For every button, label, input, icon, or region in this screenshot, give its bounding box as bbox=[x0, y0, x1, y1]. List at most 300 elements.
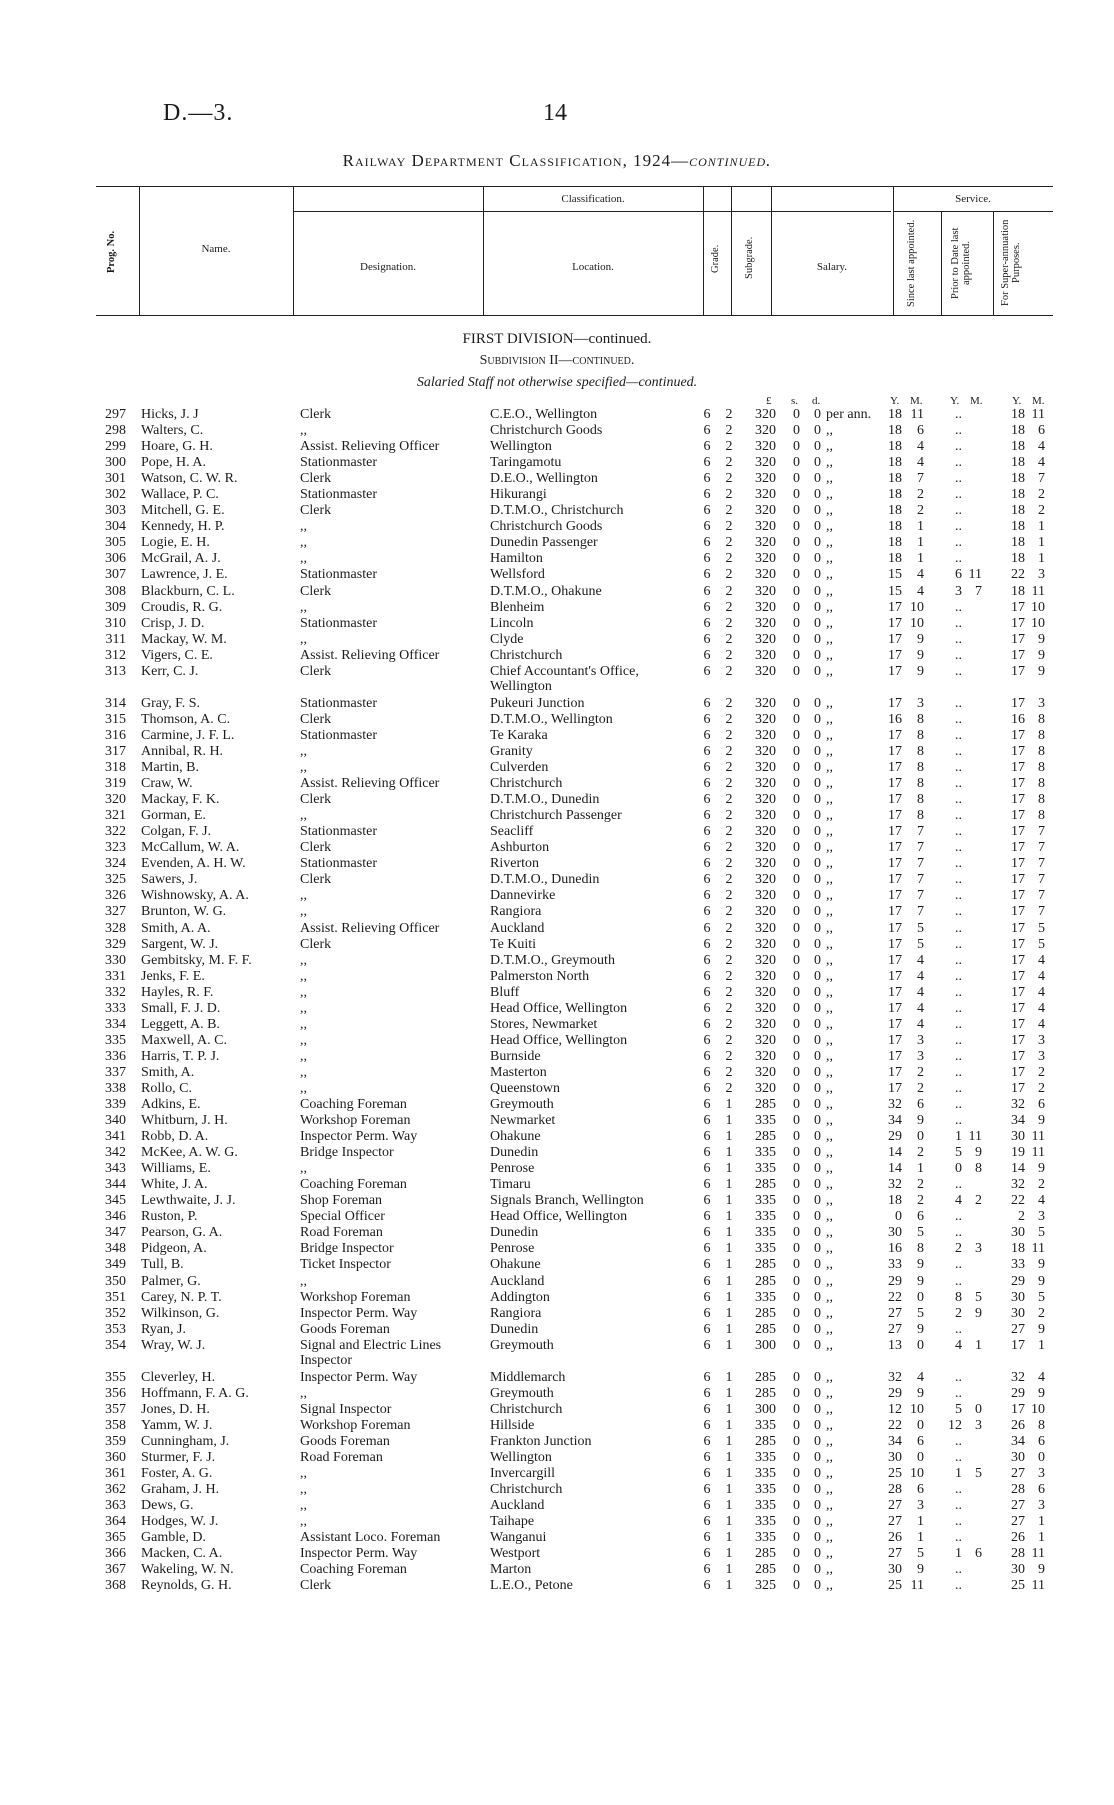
table-row bbox=[0, 1161, 1114, 1177]
salary-period: ,, bbox=[826, 856, 833, 872]
subgrade: 2 bbox=[725, 1080, 733, 1096]
location: Frankton Junction bbox=[490, 1434, 592, 1449]
subgrade: 1 bbox=[725, 1257, 733, 1273]
salary-pounds: 335 bbox=[755, 1417, 776, 1433]
staff-name: Walters, C. bbox=[141, 423, 204, 439]
prior-years: 8 bbox=[955, 1289, 962, 1305]
salary-shillings: 0 bbox=[793, 1530, 800, 1546]
designation: ,, bbox=[300, 1385, 307, 1401]
staff-name: Blackburn, C. L. bbox=[141, 583, 235, 599]
super-years: 17 bbox=[1011, 808, 1025, 824]
prior-years: 1 bbox=[955, 1466, 962, 1482]
since-years: 34 bbox=[888, 1113, 902, 1129]
salary-shillings: 0 bbox=[793, 936, 800, 952]
designation: ,, bbox=[300, 952, 307, 968]
salary-pence: 0 bbox=[814, 1385, 821, 1401]
super-months: 8 bbox=[1038, 776, 1045, 792]
super-months: 11 bbox=[1031, 583, 1045, 599]
salary-pounds: 285 bbox=[755, 1177, 776, 1193]
salary-shillings: 0 bbox=[793, 1321, 800, 1337]
super-years: 18 bbox=[1011, 583, 1025, 599]
super-years: 17 bbox=[1011, 840, 1025, 856]
staff-name: Robb, D. A. bbox=[141, 1129, 209, 1145]
salary-pence: 0 bbox=[814, 968, 821, 984]
since-years: 18 bbox=[888, 471, 902, 487]
super-years: 17 bbox=[1011, 776, 1025, 792]
location: C.E.O., Wellington bbox=[490, 407, 598, 422]
subgrade: 2 bbox=[725, 840, 733, 856]
prior-months: 11 bbox=[968, 1129, 982, 1145]
salary-period: per ann. bbox=[826, 407, 872, 422]
table-row bbox=[0, 1338, 1114, 1370]
prior-years: .. bbox=[955, 1514, 962, 1530]
designation: Road Foreman bbox=[300, 1225, 383, 1241]
designation: Stationmaster bbox=[300, 856, 377, 872]
grade: 6 bbox=[703, 920, 711, 936]
prior-months: 0 bbox=[975, 1401, 982, 1417]
staff-name: Annibal, R. H. bbox=[141, 743, 224, 759]
salary-pounds: 320 bbox=[755, 1080, 776, 1096]
since-years: 18 bbox=[888, 503, 902, 519]
salary-period: ,, bbox=[826, 1498, 833, 1514]
designation: ,, bbox=[300, 519, 307, 535]
salary-period: ,, bbox=[826, 1417, 833, 1433]
salary-pounds: 285 bbox=[755, 1434, 776, 1449]
designation: Clerk bbox=[300, 407, 332, 422]
salary-period: ,, bbox=[826, 583, 833, 599]
super-years: 17 bbox=[1011, 727, 1025, 743]
salary-period: ,, bbox=[826, 1321, 833, 1337]
divider bbox=[483, 187, 484, 315]
super-years: 32 bbox=[1011, 1369, 1025, 1385]
location: Penrose bbox=[490, 1161, 535, 1177]
prog-no: 344 bbox=[105, 1177, 126, 1193]
super-years: 17 bbox=[1011, 936, 1025, 952]
salary-pounds: 320 bbox=[755, 1000, 776, 1016]
subgrade: 2 bbox=[725, 423, 733, 439]
staff-name: Pidgeon, A. bbox=[141, 1241, 207, 1257]
prior-years: .. bbox=[955, 439, 962, 455]
salary-period: ,, bbox=[826, 663, 833, 679]
staff-name: Cleverley, H. bbox=[141, 1369, 216, 1385]
prior-months: 2 bbox=[975, 1193, 982, 1209]
salary-pence: 0 bbox=[814, 1369, 821, 1385]
salary-shillings: 0 bbox=[793, 952, 800, 968]
salary-period: ,, bbox=[826, 792, 833, 808]
staff-name: Evenden, A. H. W. bbox=[141, 856, 246, 872]
subdivision-title bbox=[0, 353, 1114, 369]
since-years: 16 bbox=[888, 711, 902, 727]
salary-period: ,, bbox=[826, 1113, 833, 1129]
location: Hikurangi bbox=[490, 487, 547, 503]
prog-no: 311 bbox=[105, 631, 126, 647]
super-months: 4 bbox=[1038, 952, 1045, 968]
prior-years: .. bbox=[955, 647, 962, 663]
since-years: 32 bbox=[888, 1177, 902, 1193]
salary-period: ,, bbox=[826, 952, 833, 968]
table-row bbox=[0, 1482, 1114, 1498]
super-years: 22 bbox=[1011, 567, 1025, 583]
super-years: 19 bbox=[1011, 1145, 1025, 1161]
designation: Clerk bbox=[300, 583, 332, 599]
table-row bbox=[0, 1065, 1114, 1081]
table-row bbox=[0, 888, 1114, 904]
salary-pence: 0 bbox=[814, 695, 821, 711]
location: Middlemarch bbox=[490, 1369, 566, 1385]
grade: 6 bbox=[703, 840, 711, 856]
since-months: 9 bbox=[917, 663, 924, 679]
salary-shillings: 0 bbox=[793, 1578, 800, 1594]
super-years: 27 bbox=[1011, 1466, 1025, 1482]
salary-period: ,, bbox=[826, 1337, 833, 1353]
prior-years: .. bbox=[955, 808, 962, 824]
super-months: 7 bbox=[1038, 471, 1045, 487]
salary-pence: 0 bbox=[814, 904, 821, 920]
super-years: 30 bbox=[1011, 1305, 1025, 1321]
prog-no: 363 bbox=[105, 1498, 126, 1514]
staff-name: Watson, C. W. R. bbox=[141, 471, 238, 487]
prog-no: 358 bbox=[105, 1417, 126, 1433]
prior-years: .. bbox=[955, 888, 962, 904]
designation: Clerk bbox=[300, 663, 332, 679]
prior-years: 5 bbox=[955, 1145, 962, 1161]
staff-name: Sturmer, F. J. bbox=[141, 1450, 216, 1466]
prior-years: .. bbox=[955, 776, 962, 792]
super-months: 9 bbox=[1038, 1273, 1045, 1289]
staff-name: Gray, F. S. bbox=[141, 695, 201, 711]
since-months: 5 bbox=[917, 1305, 924, 1321]
location: D.T.M.O., Dunedin bbox=[490, 872, 600, 888]
since-months: 2 bbox=[917, 1177, 924, 1193]
prior-years: .. bbox=[955, 840, 962, 856]
salary-pence: 0 bbox=[814, 1530, 821, 1546]
super-months: 9 bbox=[1038, 1113, 1045, 1129]
since-months: 4 bbox=[917, 1016, 924, 1032]
prog-no: 300 bbox=[105, 455, 126, 471]
grade: 6 bbox=[703, 583, 711, 599]
grade: 6 bbox=[703, 1273, 711, 1289]
prog-no-header: Prog. No. bbox=[106, 230, 117, 274]
super-months: 6 bbox=[1038, 1097, 1045, 1113]
prior-years: 2 bbox=[955, 1241, 962, 1257]
salary-shillings: 0 bbox=[793, 776, 800, 792]
salary-shillings: 0 bbox=[793, 1466, 800, 1482]
designation: ,, bbox=[300, 1032, 307, 1048]
table-row bbox=[0, 1225, 1114, 1241]
salary-pence: 0 bbox=[814, 1000, 821, 1016]
designation: Workshop Foreman bbox=[300, 1289, 411, 1305]
salary-pence: 0 bbox=[814, 455, 821, 471]
salary-period: ,, bbox=[826, 1289, 833, 1305]
grade: 6 bbox=[703, 1048, 711, 1064]
since-years: 17 bbox=[888, 856, 902, 872]
salary-header: Salary. bbox=[816, 261, 848, 273]
salary-pence: 0 bbox=[814, 1546, 821, 1562]
subgrade: 2 bbox=[725, 1016, 733, 1032]
salary-period: ,, bbox=[826, 904, 833, 920]
salary-shillings: 0 bbox=[793, 920, 800, 936]
grade: 6 bbox=[703, 1177, 711, 1193]
super-months: 3 bbox=[1038, 1466, 1045, 1482]
location: Wellington bbox=[490, 439, 552, 455]
grade: 6 bbox=[703, 808, 711, 824]
salary-pounds: 320 bbox=[755, 455, 776, 471]
super-months: 5 bbox=[1038, 1225, 1045, 1241]
grade: 6 bbox=[703, 792, 711, 808]
table-row bbox=[0, 1578, 1114, 1594]
salary-pounds: 320 bbox=[755, 711, 776, 727]
salary-shillings: 0 bbox=[793, 1401, 800, 1417]
super-years: 17 bbox=[1011, 1016, 1025, 1032]
subgrade: 1 bbox=[725, 1401, 733, 1417]
location: Riverton bbox=[490, 856, 539, 872]
designation: Stationmaster bbox=[300, 615, 377, 631]
location: Wellington bbox=[490, 1450, 552, 1466]
prior-years: 5 bbox=[955, 1401, 962, 1417]
prior-years: .. bbox=[955, 407, 962, 422]
salary-period: ,, bbox=[826, 599, 833, 615]
table-row bbox=[0, 1049, 1114, 1065]
since-months: 9 bbox=[917, 1113, 924, 1129]
designation: ,, bbox=[300, 968, 307, 984]
super-months: 3 bbox=[1038, 1498, 1045, 1514]
since-years: 17 bbox=[888, 984, 902, 1000]
since-months: 9 bbox=[917, 647, 924, 663]
since-years: 17 bbox=[888, 743, 902, 759]
salary-pence: 0 bbox=[814, 808, 821, 824]
salary-shillings: 0 bbox=[793, 471, 800, 487]
prog-no: 318 bbox=[105, 760, 126, 776]
since-years: 17 bbox=[888, 1080, 902, 1096]
grade: 6 bbox=[703, 760, 711, 776]
prior-years: .. bbox=[955, 1321, 962, 1337]
super-months: 11 bbox=[1031, 407, 1045, 422]
salary-pence: 0 bbox=[814, 519, 821, 535]
grade: 6 bbox=[703, 1145, 711, 1161]
super-years: 17 bbox=[1011, 647, 1025, 663]
designation: Coaching Foreman bbox=[300, 1097, 407, 1113]
salary-pence: 0 bbox=[814, 936, 821, 952]
super-months: 1 bbox=[1038, 1337, 1045, 1353]
super-years: 14 bbox=[1011, 1161, 1025, 1177]
divider bbox=[293, 211, 891, 212]
super-years: 17 bbox=[1011, 743, 1025, 759]
since-years: 0 bbox=[895, 1209, 902, 1225]
salary-period: ,, bbox=[826, 1562, 833, 1578]
salary-period: ,, bbox=[826, 1273, 833, 1289]
table-row bbox=[0, 1177, 1114, 1193]
staff-name: Gembitsky, M. F. F. bbox=[141, 952, 252, 968]
designation: Signal and Electric Lines Inspector bbox=[300, 1337, 442, 1368]
prog-no: 345 bbox=[105, 1193, 126, 1209]
grade: 6 bbox=[703, 1064, 711, 1080]
designation: Assist. Relieving Officer bbox=[300, 647, 440, 663]
table-row bbox=[0, 1530, 1114, 1546]
grade: 6 bbox=[703, 1434, 711, 1449]
salary-pence: 0 bbox=[814, 1321, 821, 1337]
since-months: 8 bbox=[917, 1241, 924, 1257]
prog-no: 341 bbox=[105, 1129, 126, 1145]
subgrade: 1 bbox=[725, 1145, 733, 1161]
salary-pounds: 320 bbox=[755, 1048, 776, 1064]
super-years: 30 bbox=[1011, 1450, 1025, 1466]
since-years: 17 bbox=[888, 599, 902, 615]
since-months: 5 bbox=[917, 1225, 924, 1241]
since-years: 15 bbox=[888, 567, 902, 583]
salary-pence: 0 bbox=[814, 1145, 821, 1161]
grade: 6 bbox=[703, 519, 711, 535]
designation: ,, bbox=[300, 1064, 307, 1080]
table-row bbox=[0, 1562, 1114, 1578]
staff-name: Colgan, F. J. bbox=[141, 824, 212, 840]
staff-name: Kennedy, H. P. bbox=[141, 519, 225, 535]
since-months: 1 bbox=[917, 535, 924, 551]
since-months: 6 bbox=[917, 1209, 924, 1225]
grade: 6 bbox=[703, 1450, 711, 1466]
table-row bbox=[0, 567, 1114, 583]
location: Head Office, Wellington bbox=[490, 1000, 628, 1016]
salary-pence: 0 bbox=[814, 760, 821, 776]
staff-name: Crisp, J. D. bbox=[141, 615, 205, 631]
since-years: 14 bbox=[888, 1161, 902, 1177]
prog-no: 327 bbox=[105, 904, 126, 920]
salary-pence: 0 bbox=[814, 471, 821, 487]
salary-shillings: 0 bbox=[793, 727, 800, 743]
salary-shillings: 0 bbox=[793, 808, 800, 824]
super-years: 18 bbox=[1011, 1241, 1025, 1257]
prog-no: 302 bbox=[105, 487, 126, 503]
location: Dunedin bbox=[490, 1321, 539, 1337]
location: D.T.M.O., Dunedin bbox=[490, 792, 600, 808]
salary-pounds: 320 bbox=[755, 840, 776, 856]
since-months: 7 bbox=[917, 904, 924, 920]
prior-months: 9 bbox=[975, 1145, 982, 1161]
since-years: 17 bbox=[888, 1048, 902, 1064]
super-months: 9 bbox=[1038, 631, 1045, 647]
staff-name: Gorman, E. bbox=[141, 808, 206, 824]
super-months: 3 bbox=[1038, 1048, 1045, 1064]
super-months: 4 bbox=[1038, 455, 1045, 471]
prog-no: 325 bbox=[105, 872, 126, 888]
designation: Stationmaster bbox=[300, 567, 377, 583]
salary-shillings: 0 bbox=[793, 1209, 800, 1225]
classification-header: Classification. bbox=[561, 193, 625, 205]
location: Ashburton bbox=[490, 840, 550, 856]
grade: 6 bbox=[703, 1032, 711, 1048]
prior-years: .. bbox=[955, 663, 962, 679]
salary-pence: 0 bbox=[814, 439, 821, 455]
salary-pounds: 320 bbox=[755, 936, 776, 952]
salary-pounds: 285 bbox=[755, 1257, 776, 1273]
prior-months: 1 bbox=[975, 1337, 982, 1353]
grade: 6 bbox=[703, 551, 711, 567]
salary-pounds: 320 bbox=[755, 952, 776, 968]
staff-name: Croudis, R. G. bbox=[141, 599, 223, 615]
prior-years: 1 bbox=[955, 1546, 962, 1562]
designation: Stationmaster bbox=[300, 455, 377, 471]
prog-no: 365 bbox=[105, 1530, 126, 1546]
location: Christchurch bbox=[490, 1401, 563, 1417]
location: Head Office, Wellington bbox=[490, 1209, 628, 1225]
prior-months: 6 bbox=[975, 1546, 982, 1562]
prior-months: 3 bbox=[975, 1241, 982, 1257]
salary-shillings: 0 bbox=[793, 824, 800, 840]
grade: 6 bbox=[703, 1257, 711, 1273]
designation: ,, bbox=[300, 808, 307, 824]
prog-no: 330 bbox=[105, 952, 126, 968]
prior-years: .. bbox=[955, 1209, 962, 1225]
table-row bbox=[0, 744, 1114, 760]
grade: 6 bbox=[703, 904, 711, 920]
salary-pence: 0 bbox=[814, 1562, 821, 1578]
super-years: 18 bbox=[1011, 439, 1025, 455]
table-row bbox=[0, 535, 1114, 551]
salary-pence: 0 bbox=[814, 1498, 821, 1514]
salary-pounds: 285 bbox=[755, 1273, 776, 1289]
designation: ,, bbox=[300, 1161, 307, 1177]
since-months: 9 bbox=[917, 1257, 924, 1273]
since-years: 18 bbox=[888, 439, 902, 455]
salary-shillings: 0 bbox=[793, 968, 800, 984]
super-years: 18 bbox=[1011, 535, 1025, 551]
since-years: 17 bbox=[888, 647, 902, 663]
staff-name: White, J. A. bbox=[141, 1177, 208, 1193]
grade: 6 bbox=[703, 1546, 711, 1562]
subgrade: 2 bbox=[725, 872, 733, 888]
since-months: 4 bbox=[917, 952, 924, 968]
prog-no: 316 bbox=[105, 727, 126, 743]
since-years: 27 bbox=[888, 1546, 902, 1562]
salary-pounds: 335 bbox=[755, 1289, 776, 1305]
prior-years: .. bbox=[955, 711, 962, 727]
designation: Inspector Perm. Way bbox=[300, 1369, 418, 1385]
staff-name: McCallum, W. A. bbox=[141, 840, 240, 856]
super-months: 5 bbox=[1038, 920, 1045, 936]
prior-years: .. bbox=[955, 1257, 962, 1273]
grade: 6 bbox=[703, 1369, 711, 1385]
super-months: 10 bbox=[1031, 599, 1045, 615]
prog-no: 307 bbox=[105, 567, 126, 583]
super-months: 9 bbox=[1038, 1321, 1045, 1337]
subgrade: 1 bbox=[725, 1129, 733, 1145]
designation: Shop Foreman bbox=[300, 1193, 383, 1209]
prior-years: .. bbox=[955, 471, 962, 487]
salary-shillings: 0 bbox=[793, 1434, 800, 1449]
subgrade: 2 bbox=[725, 663, 733, 679]
salary-pounds: 335 bbox=[755, 1450, 776, 1466]
designation: ,, bbox=[300, 551, 307, 567]
location: L.E.O., Petone bbox=[490, 1578, 573, 1594]
unit-month: M. bbox=[910, 395, 923, 407]
since-years: 17 bbox=[888, 695, 902, 711]
designation: Clerk bbox=[300, 711, 332, 727]
salary-period: ,, bbox=[826, 968, 833, 984]
subgrade: 2 bbox=[725, 904, 733, 920]
table-row bbox=[0, 1257, 1114, 1273]
super-months: 9 bbox=[1038, 1385, 1045, 1401]
subgrade: 1 bbox=[725, 1562, 733, 1578]
grade: 6 bbox=[703, 1562, 711, 1578]
super-months: 8 bbox=[1038, 760, 1045, 776]
salary-period: ,, bbox=[826, 1578, 833, 1594]
salary-pence: 0 bbox=[814, 535, 821, 551]
salary-period: ,, bbox=[826, 936, 833, 952]
location: D.T.M.O., Ohakune bbox=[490, 583, 602, 599]
subgrade: 2 bbox=[725, 503, 733, 519]
super-months: 8 bbox=[1038, 1417, 1045, 1433]
subgrade: 2 bbox=[725, 743, 733, 759]
grade: 6 bbox=[703, 856, 711, 872]
